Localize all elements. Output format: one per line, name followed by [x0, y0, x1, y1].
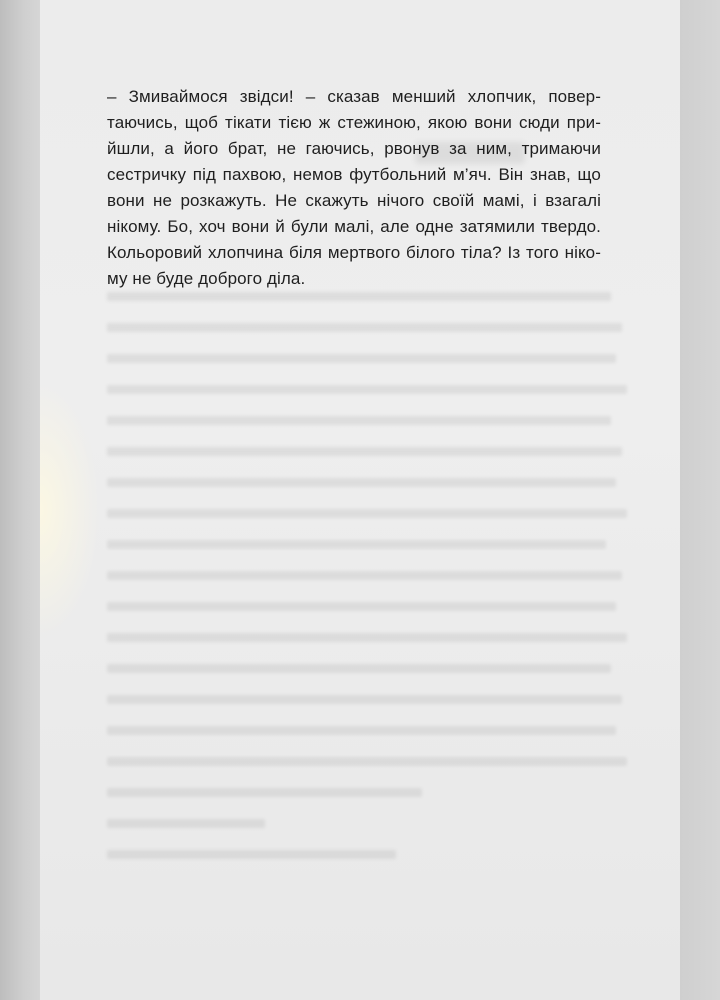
paragraph-line: вони не розкажуть. Не скажуть нічого своїй мамі, і взагалі [107, 191, 601, 210]
paragraph-line: сестричку під пахвою, немов футбольний м’яч. Він знав, що [107, 165, 601, 184]
light-glare [40, 380, 100, 640]
paragraph-line: – Змиваймося звідси! – сказав менший хлопчик, повер- [107, 87, 601, 106]
body-paragraph [107, 84, 601, 292]
paragraph-line: му не буде доброго діла. [107, 269, 306, 288]
paragraph-line: таючись, щоб тікати тією ж стежиною, якою вони сюди при- [107, 113, 601, 132]
paragraph-line: йшли, а його брат, не гаючись, рвонув за ним, тримаючи [107, 139, 601, 158]
page-edge [680, 0, 720, 1000]
paragraph-line: Кольоровий хлопчина біля мертвого білого тіла? Із того ніко- [107, 243, 601, 262]
binding-shadow [0, 0, 40, 1000]
paragraph-line: нікому. Бо, хоч вони й були малі, але одне затямили твердо. [107, 217, 601, 236]
